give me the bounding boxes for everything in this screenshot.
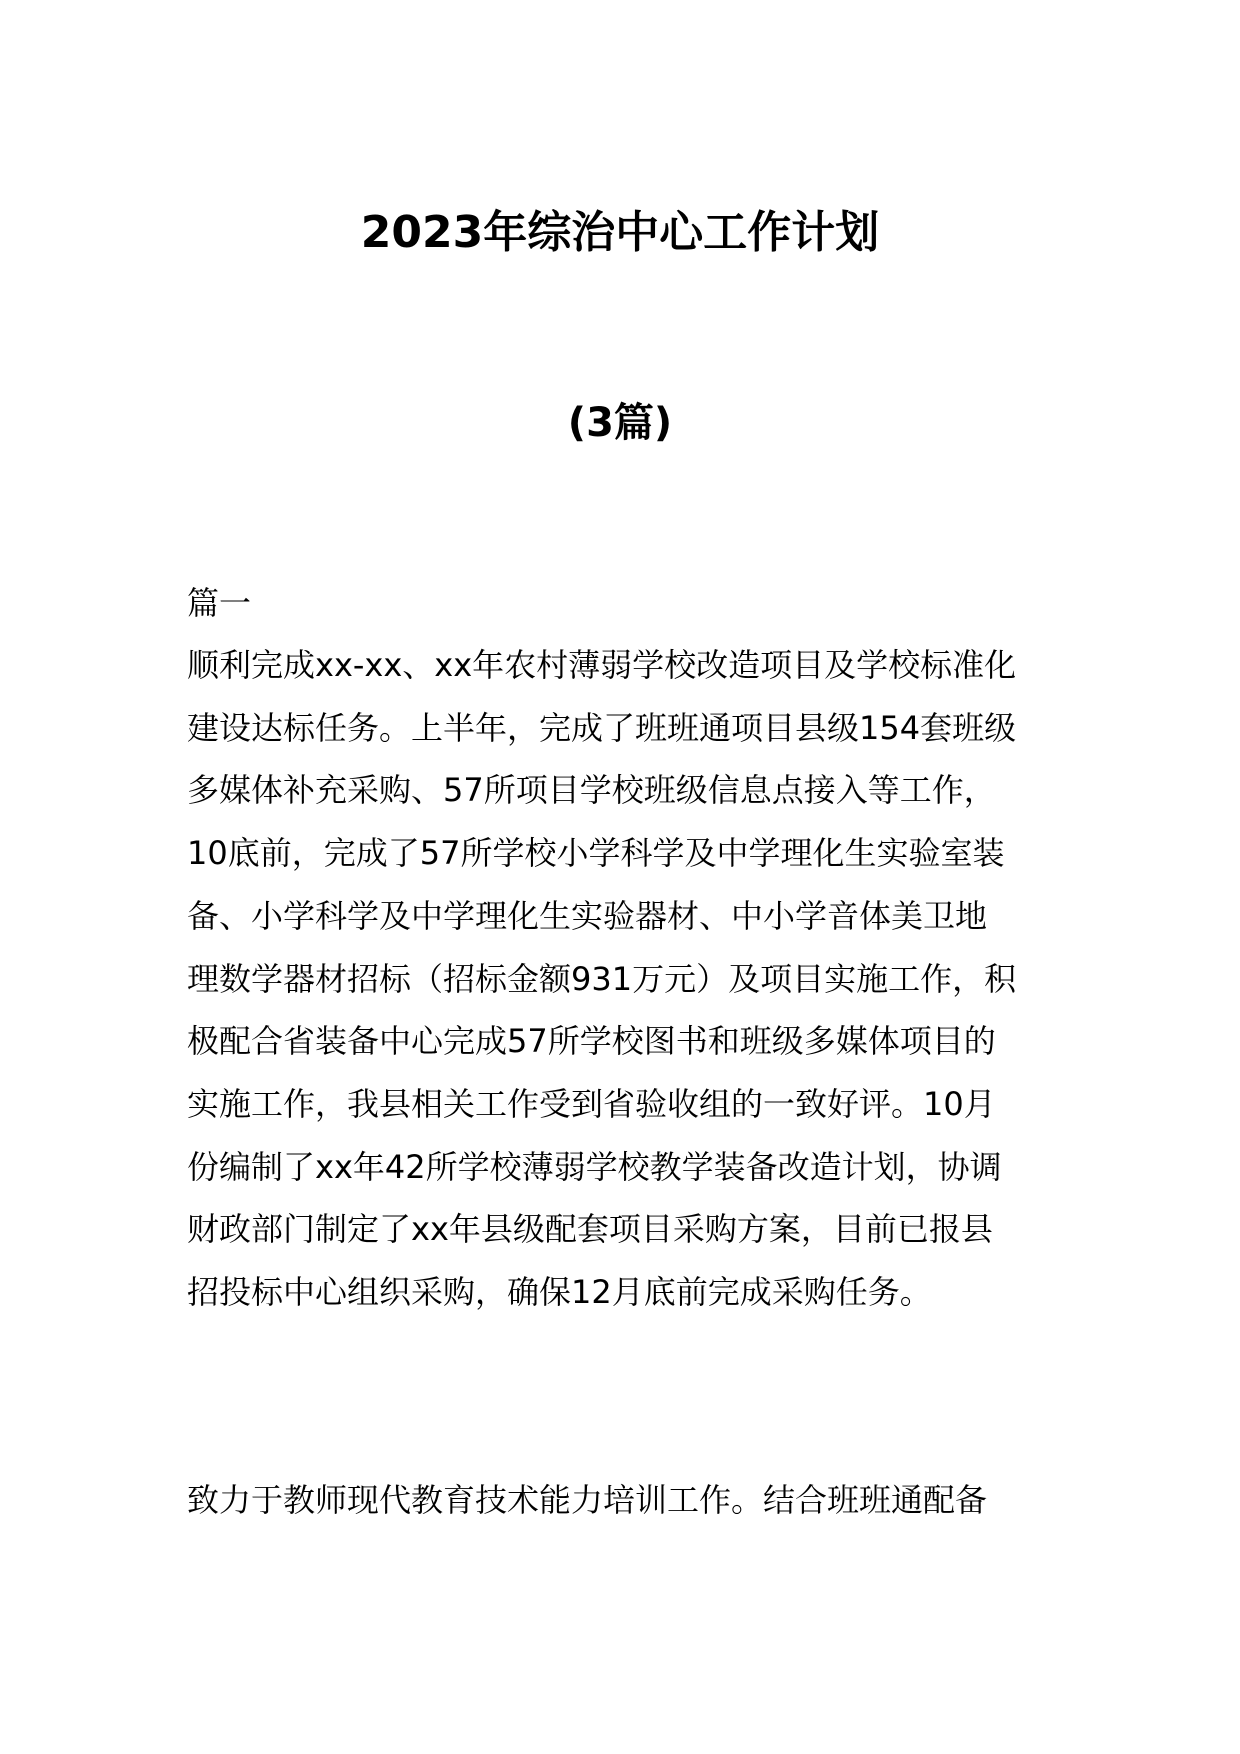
paragraph-line: 实施工作，我县相关工作受到省验收组的一致好评。10月 xyxy=(187,1084,996,1123)
paragraph-line: 份编制了xx年42所学校薄弱学校教学装备改造计划，协调 xyxy=(187,1147,1002,1186)
paragraph-line: 顺利完成xx-xx、xx年农村薄弱学校改造项目及学校标准化 xyxy=(187,646,1017,684)
paragraph-line: 理数学器材招标（招标金额931万元）及项目实施工作，积 xyxy=(187,959,1017,998)
section-label: 篇一 xyxy=(187,584,252,622)
paragraph-line: 建设达标任务。上半年，完成了班班通项目县级154套班级 xyxy=(187,708,1017,747)
paragraph-line: 10底前，完成了57所学校小学科学及中学理化生实验室装 xyxy=(187,834,1005,873)
paragraph-line: 多媒体补充采购、57所项目学校班级信息点接入等工作， xyxy=(187,771,996,810)
paragraph-1 xyxy=(187,634,1067,1324)
paragraph-line: 备、小学科学及中学理化生实验器材、中小学音体美卫地 xyxy=(187,896,988,935)
paragraph-line: 极配合省装备中心完成57所学校图书和班级多媒体项目的 xyxy=(187,1022,996,1061)
paragraph-line: 财政部门制定了xx年县级配套项目采购方案，目前已报县 xyxy=(187,1210,993,1249)
document-subtitle: (3篇) xyxy=(567,400,673,446)
document-title: 2023年综治中心工作计划 xyxy=(360,207,880,258)
paragraph-line: 致力于教师现代教育技术能力培训工作。结合班班通配备 xyxy=(187,1481,988,1519)
paragraph-2 xyxy=(187,1469,1067,1532)
paragraph-line: 招投标中心组织采购，确保12月底前完成采购任务。 xyxy=(187,1273,932,1312)
